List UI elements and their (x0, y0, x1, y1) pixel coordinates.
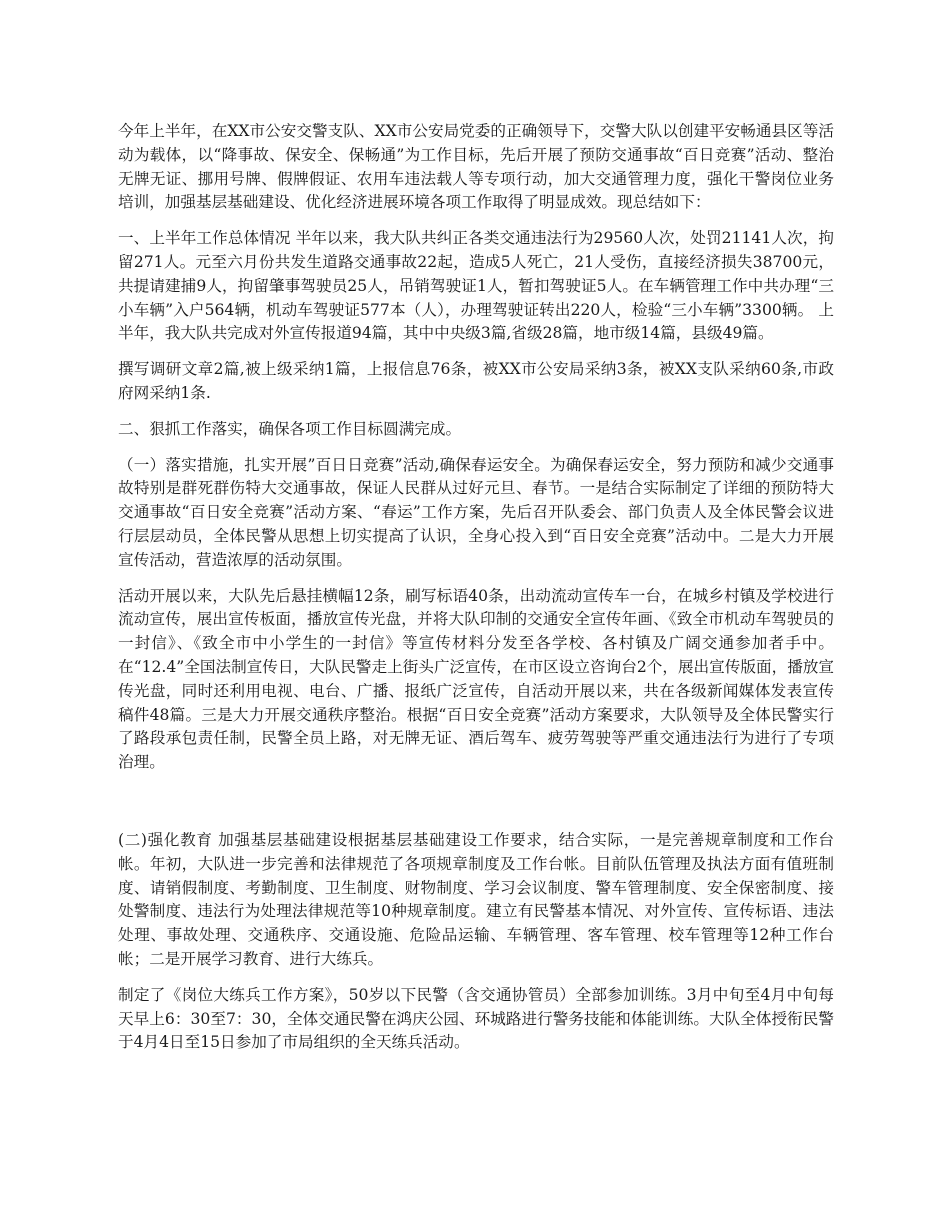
paragraph-spacer (118, 787, 834, 829)
paragraph-intro: 今年上半年，在XX市公安交警支队、XX市公安局党委的正确领导下，交警大队以创建平安畅通县区等活动为载体，以“降事故、保安全、保畅通”为工作目标，先后开展了预防交通事故“百日竞赛”活动、整治无牌无证、挪用号牌、假牌假证、农用车违法载人等专项行动，加大交通管理力度，强化干警岗位业务培训，加强基层基础建设、优化经济进展环境各项工作取得了明显成效。现总结如下： (118, 122, 834, 212)
paragraph-education: (二)强化教育 加强基层基础建设根据基层基础建设工作要求，结合实际，一是完善规章制度和工作台帐。年初，大队进一步完善和法律规范了各项规章制度及工作台帐。目前队伍管理及执法方面有值班制度、请销假制度、考勤制度、卫生制度、财物制度、学习会议制度、警车管理制度、安全保密制度、接处警制度、违法行为处理法律规范等10种规章制度。建立有民警基本情况、对外宣传、宣传标语、违法处理、事故处理、交通秩序、交通设施、危险品运输、车辆管理、客车管理、校车管理等12种工作台帐；二是开展学习教育、进行大练兵。 (118, 830, 834, 968)
paragraph-measures: （一）落实措施，扎实开展”百日日竞赛”活动,确保春运安全。为确保春运安全，努力预防和减少交通事故特别是群死群伤特大交通事故，保证人民群从过好元旦、春节。一是结合实际制定了详细的预防特大交通事故“百日安全竞赛”活动方案、“春运”工作方案，先后召开队委会、部门负责人及全体民警会议进行层层动员，全体民警从思想上切实提高了认识，全身心投入到“百日安全竞赛”活动中。二是大力开展宣传活动，营造浓厚的活动氛围。 (118, 455, 834, 569)
paragraph-section-two-heading: 二、狠抓工作落实，确保各项工作目标圆满完成。 (118, 419, 462, 438)
paragraph-overview: 一、上半年工作总体情况 半年以来，我大队共纠正各类交通违法行为29560人次，处罚21141人次，拘留271人。元至六月份共发生道路交通事故22起，造成5人死亡，21人受伤，直接经济损失38700元，共提请建捕9人，拘留肇事驾驶员25人，吊销驾驶证1人，暂扣驾驶证5人。在车辆管理工作中共办理“三小车辆”入户564辆，机动车驾驶证577本（人），办理驾驶证转出220人，检验“三小车辆”3300辆。 上半年，我大队共完成对外宣传报道94篇，其中中央级3篇,省级28篇，地市级14篇，县级49篇。 (118, 229, 834, 343)
document-body (118, 120, 834, 1067)
paragraph-campaign: 活动开展以来，大队先后悬挂横幅12条，刷写标语40条，出动流动宣传车一台，在城乡村镇及学校进行流动宣传，展出宣传板面，播放宣传光盘，并将大队印制的交通安全宣传年画、《致全市机动车驾驶员的一封信》、《致全市中小学生的一封信》等宣传材料分发至各学校、各村镇及广阔交通参加者手中。在“12.4”全国法制宣传日，大队民警走上街头广泛宣传，在市区设立咨询台2个，展出宣传版面，播放宣传光盘，同时还利用电视、电台、广播、报纸广泛宣传，自活动开展以来，共在各级新闻媒体发表宣传稿件48篇。三是大力开展交通秩序整治。根据“百日安全竞赛”活动方案要求，大队领导及全体民警实行了路段承包责任制，民警全员上路，对无牌无证、酒后驾车、疲劳驾驶等严重交通违法行为进行了专项治理。 (118, 586, 834, 772)
paragraph-training: 制定了《岗位大练兵工作方案》，50岁以下民警（含交通协管员）全部参加训练。3月中旬至4月中旬每天早上6：30至7：30，全体交通民警在鸿庆公园、环城路进行警务技能和体能训练。大队全体授衔民警于4月4日至15日参加了市局组织的全天练兵活动。 (118, 985, 834, 1052)
paragraph-research: 撰写调研文章2篇,被上级采纳1篇，上报信息76条，被XX市公安局采纳3条，被XX支队采纳60条,市政府网采纳1条. (118, 360, 834, 402)
